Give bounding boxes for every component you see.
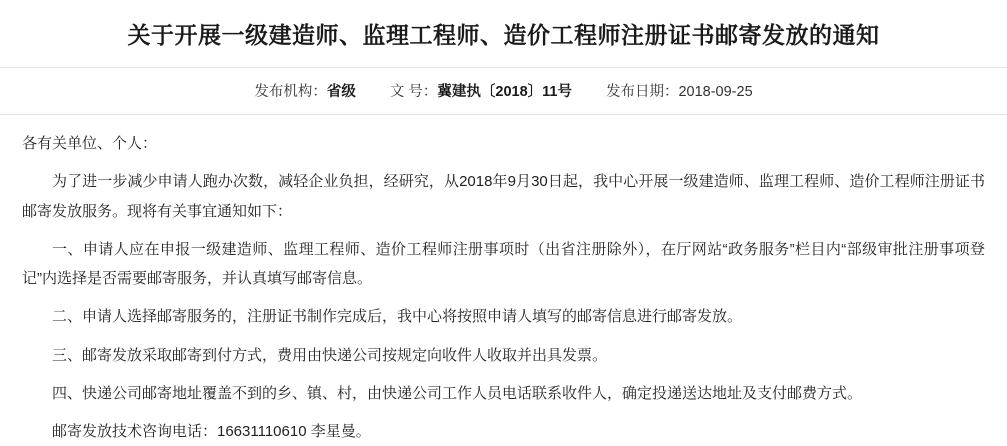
meta-docnum-label: 文 号： bbox=[389, 84, 438, 101]
paragraph-salutation: 各有关单位、个人： bbox=[22, 135, 158, 153]
meta-date-value: 2018-09-25 bbox=[678, 84, 753, 101]
meta-document-number bbox=[390, 80, 572, 101]
document-meta-bar bbox=[0, 68, 1007, 114]
paragraph-item-4: 四、快递公司邮寄地址覆盖不到的乡、镇、村，由快递公司工作人员电话联系收件人，确定投递送达地址及支付邮费方式。 bbox=[52, 384, 863, 402]
paragraph-item-2: 二、申请人选择邮寄服务的，注册证书制作完成后，我中心将按照申请人填写的邮寄信息进行邮寄发放。 bbox=[52, 308, 743, 326]
page-title: 关于开展一级建造师、监理工程师、造价工程师注册证书邮寄发放的通知 bbox=[127, 22, 880, 48]
document-body bbox=[0, 115, 1007, 446]
paragraph-preamble: 为了进一步减少申请人跑办次数，减轻企业负担，经研究，从2018年9月30日起，我中心开展一级建造师、监理工程师、造价工程师注册证书邮寄发放服务。现将有关事宜通知如下： bbox=[22, 173, 985, 220]
paragraph-contact: 邮寄发放技术咨询电话：16631110610 李星曼。 bbox=[52, 423, 371, 441]
paragraph-item-1: 一、申请人应在申报一级建造师、监理工程师、造价工程师注册事项时（出省注册除外），在厅网站“政务服务”栏目内“部级审批注册事项登记”内选择是否需要邮寄服务，并认真填写邮寄信息。 bbox=[22, 240, 985, 288]
meta-date-label: 发布日期： bbox=[605, 84, 679, 101]
meta-issuer-value: 省级 bbox=[326, 84, 356, 101]
paragraph-item-3: 三、邮寄发放采取邮寄到付方式，费用由快递公司按规定向收件人收取并出具发票。 bbox=[52, 346, 608, 364]
meta-publish-date bbox=[606, 80, 753, 101]
meta-issuer bbox=[254, 80, 356, 101]
meta-docnum-value: 冀建执〔2018〕11号 bbox=[437, 84, 572, 101]
meta-issuer-label: 发布机构： bbox=[254, 84, 327, 101]
